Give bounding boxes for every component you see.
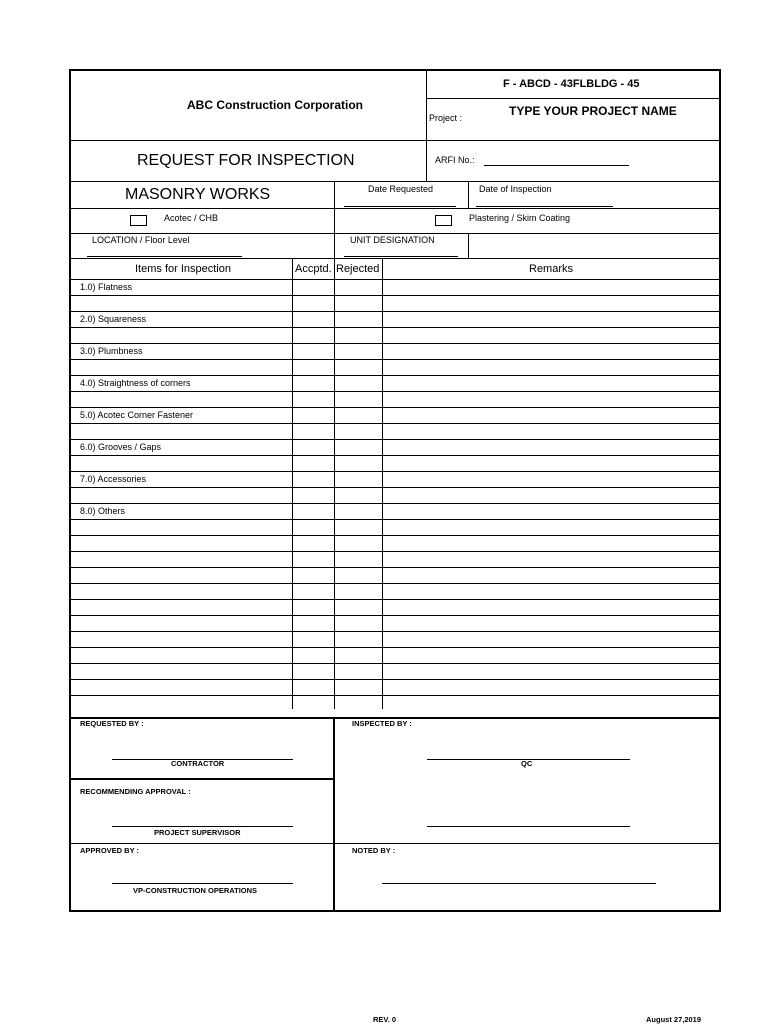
signature-divider [333,717,335,912]
arfi-label: ARFI No.: [435,155,475,165]
requested-by-label: REQUESTED BY : [80,719,144,728]
remarks-cell[interactable] [382,279,721,295]
title-bottom-line [71,181,721,182]
inspection-item: 5.0) Acotec Corner Fastener [80,410,194,420]
accepted-cell[interactable] [292,343,334,359]
unit-label: UNIT DESIGNATION [350,235,435,245]
date-divider [468,181,469,208]
rejected-cell[interactable] [334,279,382,295]
unit-field[interactable] [344,256,458,257]
table-row-line [71,647,721,648]
header-accepted: Accptd. [295,263,332,275]
header-items: Items for Inspection [135,263,231,275]
contractor-label: CONTRACTOR [171,759,225,768]
remarks-cell[interactable] [382,375,721,391]
remarks-cell[interactable] [382,471,721,487]
remarks-cell[interactable] [382,311,721,327]
table-row-line [71,615,721,616]
table-row-line [71,551,721,552]
inspection-item: 2.0) Squareness [80,314,147,324]
project-label: Project : [429,113,463,123]
table-row-line [71,679,721,680]
project-supervisor-label: PROJECT SUPERVISOR [154,828,241,837]
inspection-form [69,69,721,912]
rejected-cell[interactable] [334,503,382,519]
masonry-bottom-line [71,208,721,209]
qc-label: QC [521,759,533,768]
accepted-cell[interactable] [292,503,334,519]
project-name[interactable]: TYPE YOUR PROJECT NAME [509,104,677,118]
vp-signature-line[interactable] [112,883,293,884]
noted-by-label: NOTED BY : [352,846,396,855]
table-row-line [71,583,721,584]
requested-bottom-line [71,778,334,780]
rejected-cell[interactable] [334,471,382,487]
date-inspection-label: Date of Inspection [479,184,552,194]
checkbox-acotec[interactable] [130,215,147,226]
work-type: MASONRY WORKS [125,186,271,203]
revision-label: REV. 0 [373,1015,397,1024]
rejected-cell[interactable] [334,439,382,455]
vp-label: VP-CONSTRUCTION OPERATIONS [133,886,258,895]
table-row-line [71,519,721,520]
table-row-line [71,695,721,696]
rejected-cell[interactable] [334,343,382,359]
qc-second-signature-line[interactable] [427,826,630,827]
approved-top-line [71,843,721,844]
location-field[interactable] [87,256,242,257]
checkbox-plastering[interactable] [435,215,452,226]
accepted-cell[interactable] [292,471,334,487]
table-row-line [71,391,721,392]
date-inspection-field[interactable] [476,206,613,207]
accepted-cell[interactable] [292,439,334,455]
table-row-line [71,663,721,664]
table-row-line [71,487,721,488]
form-code: F - ABCD - 43FLBLDG - 45 [503,78,640,90]
inspection-item: 7.0) Accessories [80,474,147,484]
table-row-line [71,327,721,328]
table-row-line [71,567,721,568]
remarks-cell[interactable] [382,343,721,359]
remarks-cell[interactable] [382,407,721,423]
footer-date: August 27,2019 [646,1015,702,1024]
table-row-line [71,359,721,360]
inspection-item: 8.0) Others [80,506,126,516]
header-divider [426,71,427,181]
date-requested-label: Date Requested [368,184,434,194]
rejected-cell[interactable] [334,311,382,327]
checkbox-plastering-label: Plastering / Skim Coating [469,213,571,223]
arfi-field[interactable] [484,165,629,166]
accepted-cell[interactable] [292,311,334,327]
header-code-divider [426,98,721,99]
table-row-line [71,631,721,632]
inspection-item: 6.0) Grooves / Gaps [80,442,162,452]
location-bottom-line [71,258,721,259]
inspected-by-label: INSPECTED BY : [352,719,412,728]
table-row-line [71,423,721,424]
location-label: LOCATION / Floor Level [92,235,190,245]
accepted-cell[interactable] [292,375,334,391]
mid-divider [334,181,335,258]
rejected-cell[interactable] [334,407,382,423]
supervisor-signature-line[interactable] [112,826,293,827]
inspection-item: 4.0) Straightness of corners [80,378,191,388]
table-row-line [71,599,721,600]
inspection-item: 3.0) Plumbness [80,346,143,356]
header-remarks: Remarks [529,263,574,275]
accepted-cell[interactable] [292,279,334,295]
inspection-item: 1.0) Flatness [80,282,133,292]
recommending-label: RECOMMENDING APPROVAL : [80,787,191,796]
table-row-line [71,535,721,536]
checkbox-bottom-line [71,233,721,234]
rejected-cell[interactable] [334,375,382,391]
header-rejected: Rejected [336,263,380,275]
header-bottom-line [71,140,721,141]
approved-by-label: APPROVED BY : [80,846,140,855]
remarks-cell[interactable] [382,503,721,519]
table-row-line [71,455,721,456]
form-title: REQUEST FOR INSPECTION [137,152,355,169]
noted-signature-line[interactable] [382,883,656,884]
table-row-line [71,295,721,296]
remarks-cell[interactable] [382,439,721,455]
company-name: ABC Construction Corporation [187,98,363,112]
date-requested-field[interactable] [344,206,456,207]
accepted-cell[interactable] [292,407,334,423]
checkbox-acotec-label: Acotec / CHB [164,213,219,223]
unit-divider [468,233,469,258]
